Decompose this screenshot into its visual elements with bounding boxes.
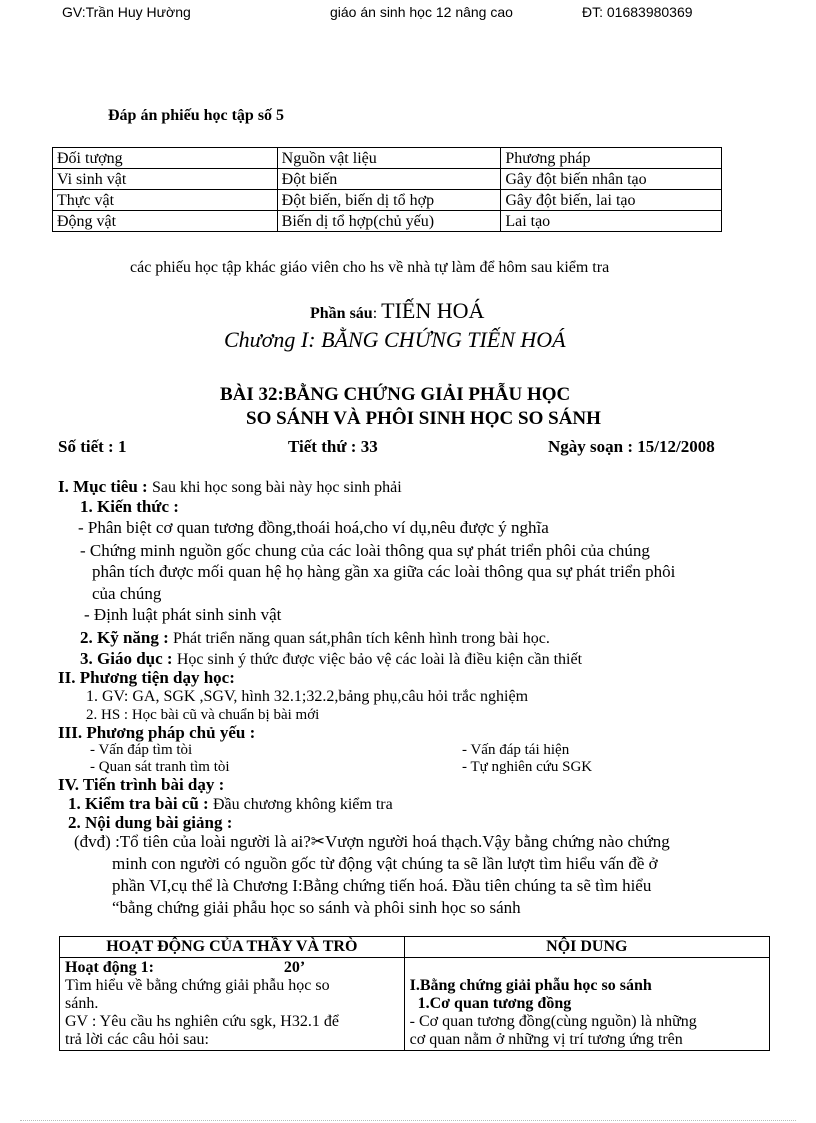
table-header-cell: Phương pháp (501, 148, 722, 169)
phuong-tien-item: 2. HS : Học bài cũ và chuẩn bị bài mới (86, 707, 320, 723)
ky-nang-heading: 2. Kỹ năng : (80, 628, 169, 647)
lesson-title-line1: BÀI 32:BẰNG CHỨNG GIẢI PHẪU HỌC (220, 384, 571, 405)
phuong-phap-right-item: - Tự nghiên cứu SGK (462, 759, 593, 775)
table-cell: Đột biến, biến dị tổ hợp (277, 190, 501, 211)
phuong-phap-left-item: - Vấn đáp tìm tòi (90, 742, 193, 758)
content-cell (404, 958, 769, 1051)
header-teacher: GV:Trần Huy Hường (62, 4, 191, 20)
header-subject: giáo án sinh học 12 nâng cao (330, 4, 513, 20)
muc-tieu-intro: Sau khi học song bài này học sinh phải (151, 479, 402, 496)
phuong-phap-heading: III. Phương pháp chủ yếu : (58, 723, 256, 742)
kiem-tra-line (68, 794, 393, 814)
kien-thuc-item: - Phân biệt cơ quan tương đồng,thoái hoá,cho ví dụ,nêu được ý nghĩa (78, 518, 549, 537)
part-sep: : (372, 305, 378, 322)
content-heading1: I.Bằng chứng giải phẫu học so sánh (409, 977, 652, 994)
muc-tieu-heading: I. Mục tiêu : (58, 477, 148, 496)
content-heading2: 1.Cơ quan tương đồng (417, 995, 572, 1012)
header-phone: ĐT: 01683980369 (582, 4, 693, 20)
table-cell: Động vật (53, 211, 278, 232)
activity-text-line: sánh. (65, 995, 99, 1012)
table-cell: Vi sinh vật (53, 169, 278, 190)
part-heading (310, 298, 484, 324)
chapter-title: Chương I: BẰNG CHỨNG TIẾN HOÁ (224, 327, 566, 352)
tien-trinh-heading: IV. Tiến trình bài dạy : (58, 775, 225, 794)
table-row (53, 169, 722, 190)
col-header-activities: HOẠT ĐỘNG CỦA THẦY VÀ TRÒ (60, 937, 405, 958)
content-text-line: cơ quan nằm ở những vị trí tương ứng trên (409, 1031, 683, 1048)
giao-duc-text: Học sinh ý thức được việc bảo vệ các loài là điều kiện cần thiết (176, 651, 583, 668)
table-cell: Gây đột biến, lai tạo (501, 190, 722, 211)
activity-time: 20’ (283, 959, 306, 976)
table-cell: Thực vật (53, 190, 278, 211)
kiem-tra-heading: 1. Kiểm tra bài cũ : (68, 794, 209, 813)
noi-dung-heading: 2. Nội dung bài giảng : (68, 813, 233, 832)
kien-thuc-item: của chúng (92, 584, 162, 603)
ngay-soan: Ngày soạn : 15/12/2008 (548, 437, 715, 456)
phuong-phap-right-item: - Vấn đáp tái hiện (462, 742, 570, 758)
activity-text-line: Tìm hiểu về bằng chứng giải phẫu học so (65, 977, 330, 994)
ky-nang-text: Phát triển năng quan sát,phân tích kênh hình trong bài học. (173, 630, 550, 647)
activity-table (59, 936, 770, 1051)
intro-line: (đvđ) :Tổ tiên của loài người là ai?✂Vượn người hoá thạch.Vậy bằng chứng nào chứng (74, 832, 670, 851)
part-title: TIẾN HOÁ (381, 298, 485, 323)
kien-thuc-item: phân tích được mối quan hệ họ hàng gần xa giữa các loài thông qua sự phát triển phôi (92, 562, 676, 581)
muc-tieu-line (58, 477, 402, 497)
activity-text-line: trả lời các câu hỏi sau: (65, 1031, 209, 1048)
table-header-row (53, 148, 722, 169)
spacer (410, 959, 764, 977)
table-cell: Lai tạo (501, 211, 722, 232)
giao-duc-heading: 3. Giáo dục : (80, 649, 173, 668)
table-header-cell: Đối tượng (53, 148, 278, 169)
kien-thuc-item: - Định luật phát sinh sinh vật (84, 605, 282, 624)
activity-label: Hoạt động 1: (65, 959, 154, 976)
page-bottom-border (20, 1120, 796, 1121)
answer-title: Đáp án phiếu học tập số 5 (108, 107, 285, 124)
giao-duc-line (80, 649, 582, 669)
so-tiet: Số tiết : 1 (58, 437, 127, 456)
table-header-cell: Nguồn vật liệu (277, 148, 501, 169)
activity-table-header (60, 937, 770, 958)
table-row (53, 211, 722, 232)
phuong-tien-heading: II. Phương tiện dạy học: (58, 668, 235, 687)
kiem-tra-text: Đầu chương không kiểm tra (212, 796, 393, 813)
table-cell: Đột biến (277, 169, 501, 190)
ky-nang-line (80, 628, 550, 648)
phuong-tien-item: 1. GV: GA, SGK ,SGV, hình 32.1;32.2,bảng phụ,câu hỏi trắc nghiệm (86, 688, 529, 705)
intro-line: phần VI,cụ thể là Chương I:Bằng chứng tiến hoá. Đầu tiên chúng ta sẽ tìm hiểu (112, 876, 652, 895)
kien-thuc-item: - Chứng minh nguồn gốc chung của các loài thông qua sự phát triển phôi của chúng (80, 541, 650, 560)
part-label: Phần sáu (310, 305, 373, 322)
table-row (53, 190, 722, 211)
answer-table (52, 147, 722, 232)
table-cell: Gây đột biến nhân tạo (501, 169, 722, 190)
intro-line: “bằng chứng giải phẫu học so sánh và phôi sinh học so sánh (112, 898, 521, 917)
homework-note: các phiếu học tập khác giáo viên cho hs về nhà tự làm để hôm sau kiểm tra (130, 259, 610, 276)
lesson-title-line2: SO SÁNH VÀ PHÔI SINH HỌC SO SÁNH (246, 408, 601, 429)
intro-line: minh con người có nguồn gốc từ động vật chúng ta sẽ lần lượt tìm hiểu vấn đề ở (112, 854, 658, 873)
phuong-phap-left-item: - Quan sát tranh tìm tòi (90, 759, 230, 775)
activity-cell (60, 958, 405, 1051)
col-header-content: NỘI DUNG (404, 937, 769, 958)
table-cell: Biến dị tổ hợp(chủ yếu) (277, 211, 501, 232)
activity-text-line: GV : Yêu cầu hs nghiên cứu sgk, H32.1 để (65, 1013, 339, 1030)
activity-label-line (65, 959, 399, 977)
activity-row (60, 958, 770, 1051)
tiet-thu: Tiết thứ : 33 (288, 437, 378, 456)
kien-thuc-heading: 1. Kiến thức : (80, 497, 179, 516)
content-text-line: - Cơ quan tương đồng(cùng nguồn) là những (409, 1013, 697, 1030)
